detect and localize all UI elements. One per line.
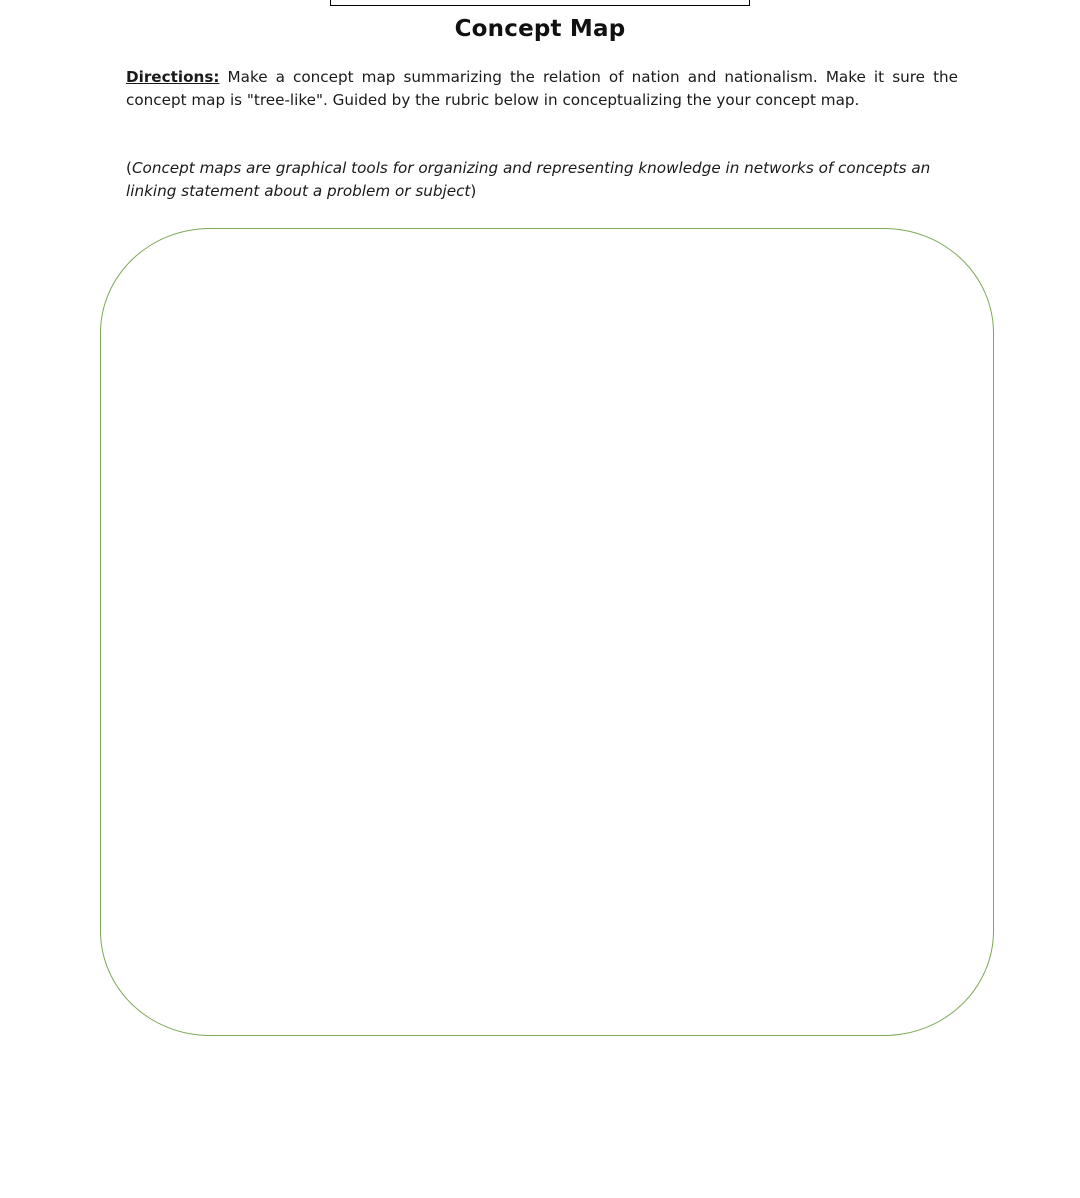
note-close-paren: ) bbox=[470, 182, 477, 201]
concept-map-answer-area[interactable] bbox=[100, 228, 994, 1036]
note-paragraph bbox=[126, 157, 958, 203]
page-title: Concept Map bbox=[454, 16, 626, 42]
directions-paragraph bbox=[126, 66, 958, 112]
note-italic-text: Concept maps are graphical tools for organizing and representing knowledge in networks of concepts an linking statement about a problem or subject bbox=[126, 159, 931, 201]
note-open-paren: ( bbox=[126, 159, 132, 177]
directions-text: Make a concept map summarizing the relation of nation and nationalism. Make it sure the concept map is "tree-like". Guided by the rubric below in conceptualizing the your concept map. bbox=[126, 68, 958, 110]
directions-label: Directions: bbox=[126, 68, 220, 86]
header-text-box bbox=[330, 0, 750, 6]
